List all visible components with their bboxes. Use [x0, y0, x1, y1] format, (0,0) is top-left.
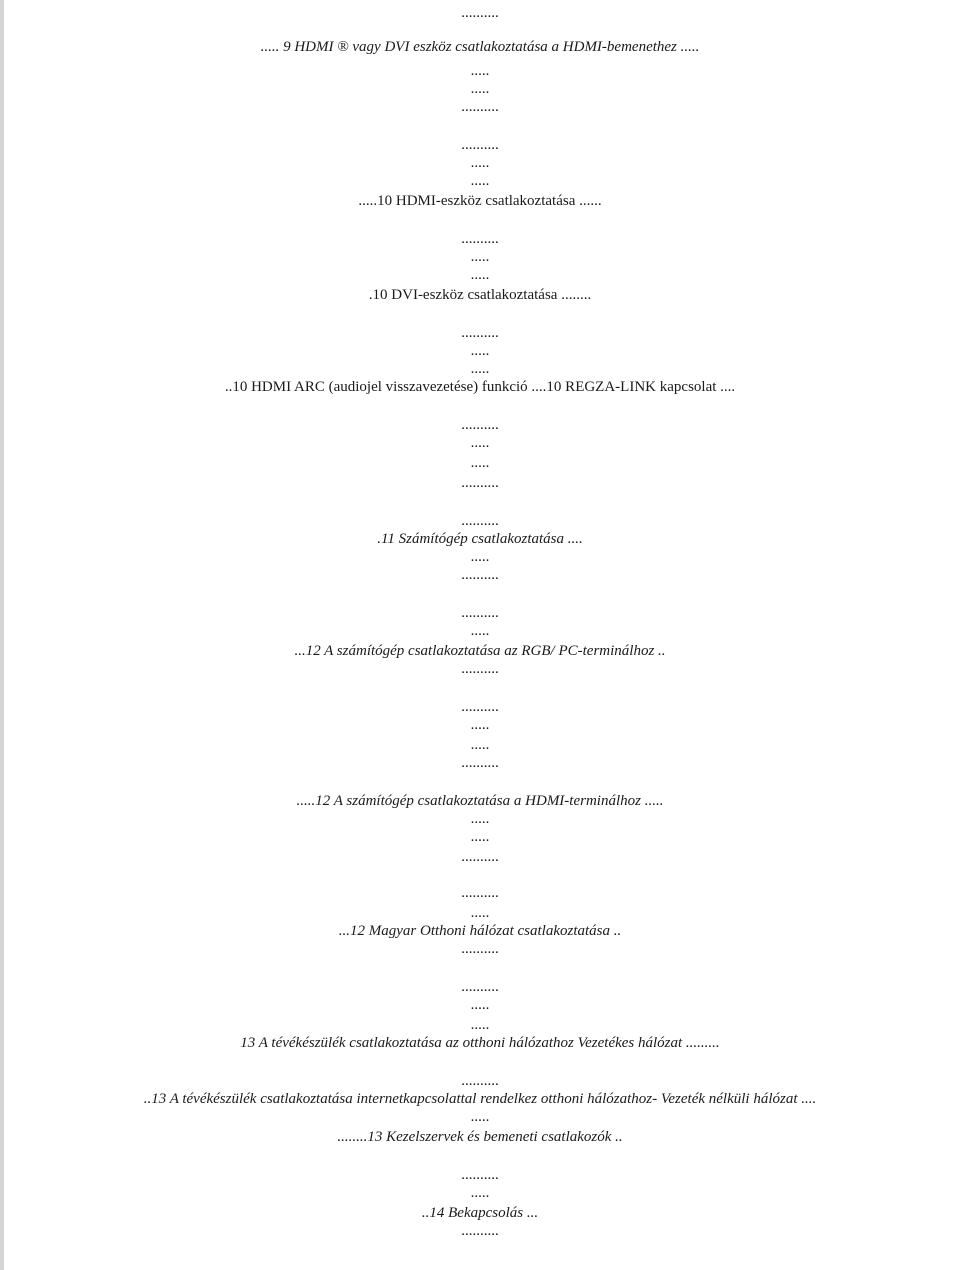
toc-dots-line: ..........: [461, 605, 499, 621]
toc-entry-hdmi-arc-regza: ..10 HDMI ARC (audiojel visszavezetése) funkció ....10 REGZA-LINK kapcsolat ....: [224, 379, 736, 395]
toc-dots-line: .....: [470, 435, 490, 451]
toc-dots-line: ..........: [461, 513, 499, 529]
toc-entry-controls-inputs: ........13 Kezelszervek és bemeneti csatlakozók ..: [337, 1129, 623, 1145]
toc-dots-line: .....: [470, 717, 490, 733]
toc-dots-line: .....: [470, 455, 490, 471]
toc-dots-line: ..........: [461, 231, 499, 247]
toc-dots-line: .....: [470, 829, 490, 845]
toc-dots-line: ..........: [461, 567, 499, 583]
toc-dots-line: .....: [470, 173, 490, 189]
toc-dots-line: .....: [470, 267, 490, 283]
toc-dots-line: .....: [470, 249, 490, 265]
toc-dots-line: .....: [470, 343, 490, 359]
toc-entry-power-on: ..14 Bekapcsolás ...: [421, 1205, 539, 1221]
toc-dots-line: .....: [470, 81, 490, 97]
toc-dots-line: ..........: [461, 1223, 499, 1239]
toc-dots-line: .....: [470, 155, 490, 171]
toc-dots-line: ..........: [461, 699, 499, 715]
toc-entry-wired-network: 13 A tévékészülék csatlakoztatása az otthoni hálózathoz Vezetékes hálózat .........: [240, 1035, 720, 1051]
toc-entry-dvi-device: .10 DVI-eszköz csatlakoztatása ........: [368, 287, 592, 303]
toc-dots-line: .....: [470, 63, 490, 79]
toc-dots-line: .....: [470, 549, 490, 565]
toc-entry-hdmi-dvi-input: ..... 9 HDMI ® vagy DVI eszköz csatlakoztatása a HDMI-bemenethez .....: [260, 39, 700, 55]
toc-entry-computer: .11 Számítógép csatlakoztatása ....: [377, 531, 583, 547]
toc-entry-home-network: ...12 Magyar Otthoni hálózat csatlakoztatása ..: [338, 923, 622, 939]
toc-entry-computer-rgb: ...12 A számítógép csatlakoztatása az RGB/ PC-terminálhoz ..: [294, 643, 666, 659]
toc-dots-line: .....: [470, 811, 490, 827]
toc-dots-line: ..........: [461, 5, 499, 21]
toc-dots-line: ..........: [461, 941, 499, 957]
toc-entry-hdmi-device: .....10 HDMI-eszköz csatlakoztatása ......: [358, 193, 602, 209]
toc-entry-computer-hdmi: .....12 A számítógép csatlakoztatása a HDMI-terminálhoz .....: [296, 793, 664, 809]
toc-dots-line: .....: [470, 997, 490, 1013]
toc-dots-line: .....: [470, 1109, 490, 1125]
toc-dots-line: .....: [470, 905, 490, 921]
toc-dots-line: ..........: [461, 417, 499, 433]
toc-dots-line: ..........: [461, 1167, 499, 1183]
toc-dots-line: ..........: [461, 849, 499, 865]
toc-dots-line: ..........: [461, 979, 499, 995]
toc-dots-line: .....: [470, 361, 490, 377]
toc-entry-wireless-network: ..13 A tévékészülék csatlakoztatása internetkapcsolattal rendelkez otthoni hálózathoz- Vezeték nélküli hálózat ....: [143, 1091, 817, 1107]
toc-dots-line: ..........: [461, 755, 499, 771]
toc-dots-line: ..........: [461, 325, 499, 341]
toc-dots-line: .....: [470, 1185, 490, 1201]
toc-dots-line: ..........: [461, 661, 499, 677]
toc-dots-line: ..........: [461, 99, 499, 115]
toc-dots-line: .....: [470, 737, 490, 753]
toc-dots-line: ..........: [461, 885, 499, 901]
toc-dots-line: .....: [470, 623, 490, 639]
toc-dots-line: ..........: [461, 475, 499, 491]
toc-dots-line: .....: [470, 1017, 490, 1033]
toc-dots-line: ..........: [461, 1073, 499, 1089]
toc-dots-line: ..........: [461, 137, 499, 153]
